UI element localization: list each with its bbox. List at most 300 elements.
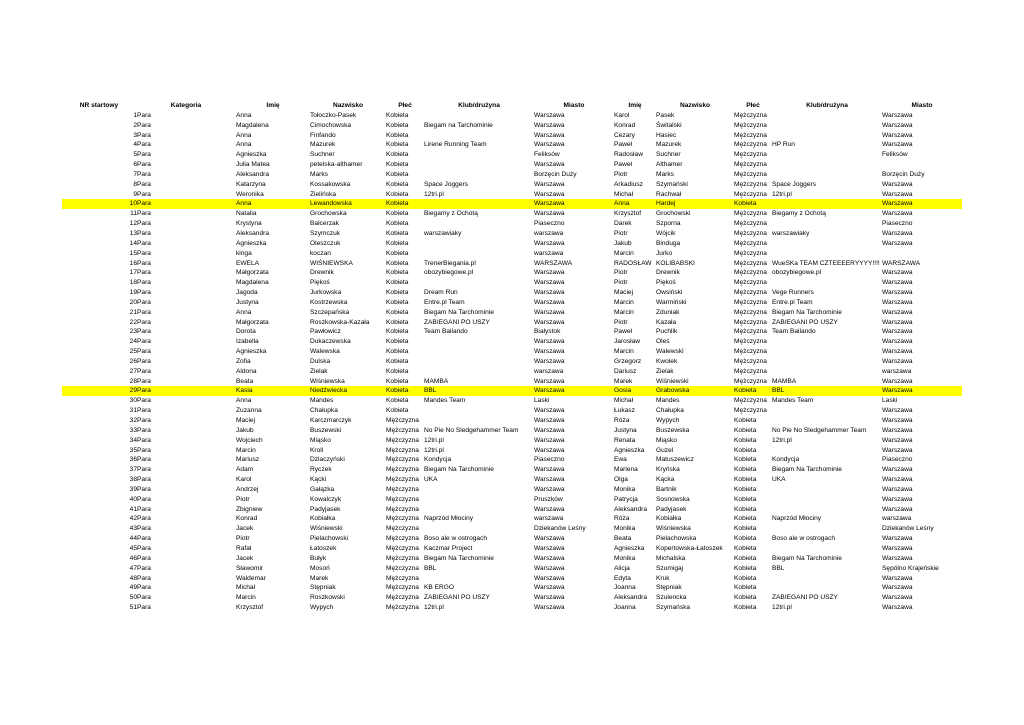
partner-gender-cell: Kobieta — [734, 495, 757, 503]
partner-gender-cell: Kobieta — [734, 466, 757, 474]
club-cell: 12tri.pl — [424, 190, 444, 198]
partner-first-name-cell: Konrad — [614, 121, 636, 129]
partner-first-name-cell: Róża — [614, 417, 630, 424]
partner-gender-cell: Mężczyzna — [734, 407, 767, 415]
first-name-cell: Mariusz — [236, 456, 260, 464]
start-number-cell: 50 — [129, 594, 137, 602]
first-name-cell: Zofia — [236, 357, 251, 365]
first-name-cell: Izabella — [236, 338, 259, 346]
city-cell: Warszawa — [534, 377, 565, 385]
last-name-cell: Piękoś — [310, 279, 330, 287]
partner-city-cell: Warszawa — [882, 446, 913, 454]
category-cell: Para — [137, 407, 151, 415]
category-cell: Para — [137, 151, 151, 159]
partner-gender-cell: Mężczyzna — [734, 239, 767, 247]
partner-gender-cell: Kobieta — [734, 594, 757, 602]
partner-first-name-cell: Maciej — [614, 289, 634, 297]
club-cell: Dream Run — [424, 289, 458, 297]
gender-cell: Kobieta — [386, 220, 409, 228]
category-cell: Para — [137, 328, 151, 336]
start-number-cell: 36 — [129, 456, 137, 464]
city-cell: Warszawa — [534, 407, 565, 415]
club-cell: Biegam Na Tarchominie — [424, 466, 494, 474]
partner-first-name-cell: Marcin — [614, 348, 634, 356]
partner-first-name-cell: Róża — [614, 515, 630, 523]
partner-club-cell: warszawiaky — [772, 229, 810, 237]
partner-first-name-cell: Agnieszka — [614, 544, 645, 552]
start-number-cell: 26 — [129, 357, 137, 365]
partner-gender-cell: Mężczyzna — [734, 249, 767, 257]
partner-first-name-cell: Renata — [614, 436, 636, 444]
last-name-cell: Kącki — [310, 476, 327, 484]
partner-last-name-cell: Szporna — [656, 220, 681, 228]
start-number-cell: 19 — [129, 289, 137, 297]
category-cell: Para — [137, 200, 151, 208]
club-cell: Kondycja — [424, 456, 452, 464]
partner-club-cell: obozybiegowe.pl — [772, 269, 822, 277]
first-name-cell: Magdalena — [236, 279, 269, 287]
first-name-cell: Aleksandra — [236, 229, 269, 237]
category-cell: Para — [137, 111, 151, 119]
category-cell: Para — [137, 180, 151, 188]
table-row — [62, 308, 962, 318]
partner-first-name-cell: Agnieszka — [614, 446, 645, 454]
partner-city-cell: Warszawa — [882, 318, 913, 326]
partner-first-name-cell: Alicja — [614, 564, 630, 572]
partner-city-cell: Warszawa — [882, 348, 913, 356]
partner-last-name-cell: Buszewska — [656, 426, 690, 434]
gender-cell: Kobieta — [386, 131, 409, 139]
first-name-cell: Maciej — [236, 417, 256, 424]
gender-cell: Kobieta — [386, 151, 409, 159]
city-cell: Piaseczno — [534, 456, 565, 464]
last-name-cell: Stępniak — [310, 584, 336, 592]
gender-cell: Kobieta — [386, 397, 409, 405]
partner-last-name-cell: Hardej — [656, 200, 676, 208]
partner-gender-cell: Mężczyzna — [734, 357, 767, 365]
partner-last-name-cell: Stępniak — [656, 584, 682, 592]
table-row — [62, 406, 962, 416]
city-cell: warszawa — [534, 515, 564, 523]
gender-cell: Mężczyzna — [386, 604, 419, 612]
gender-cell: Kobieta — [386, 387, 409, 395]
table-row — [62, 219, 962, 229]
category-cell: Para — [137, 535, 151, 543]
first-name-cell: EWELA — [236, 259, 260, 267]
partner-first-name-cell: Jarosław — [614, 338, 641, 346]
first-name-cell: Julia Matea — [236, 161, 270, 169]
first-name-cell: Marcin — [236, 594, 256, 602]
city-cell: Piaseczno — [534, 220, 565, 228]
first-name-cell: Wojciech — [236, 436, 263, 444]
partner-last-name-cell: Grabowska — [656, 387, 690, 395]
city-cell: Warszawa — [534, 446, 565, 454]
club-cell: BBL — [424, 387, 437, 395]
table-row — [62, 190, 962, 200]
city-cell: Warszawa — [534, 338, 565, 346]
partner-first-name-cell: Piotr — [614, 318, 628, 326]
last-name-cell: Marks — [310, 170, 328, 178]
partner-last-name-cell: Zielak — [656, 367, 674, 375]
partner-first-name-cell: Aleksandra — [614, 505, 647, 513]
partner-last-name-cell: Kwolek — [656, 357, 678, 365]
partner-last-name-cell: Mazurek — [656, 141, 682, 149]
partner-city-cell: Warszawa — [882, 505, 913, 513]
table-row — [62, 505, 962, 515]
last-name-cell: WIŚNIEWSKA — [310, 259, 353, 267]
partner-gender-cell: Mężczyzna — [734, 269, 767, 277]
partner-club-cell: Biegamy z Ochotą — [772, 210, 826, 218]
gender-cell: Mężczyzna — [386, 495, 419, 503]
club-cell: Biegam Na Tarchominie — [424, 554, 494, 562]
gender-cell: Mężczyzna — [386, 436, 419, 444]
club-cell: UKA — [424, 476, 438, 484]
city-cell: Warszawa — [534, 348, 565, 356]
category-cell: Para — [137, 141, 151, 149]
category-cell: Para — [137, 525, 151, 533]
gender-cell: Mężczyzna — [386, 584, 419, 592]
last-name-cell: Padyjasek — [310, 505, 341, 513]
partner-last-name-cell: Szumigaj — [656, 564, 684, 572]
city-cell: Warszawa — [534, 535, 565, 543]
gender-cell: Mężczyzna — [386, 466, 419, 474]
club-cell: Boso ale w ostrogach — [424, 535, 488, 543]
club-cell: 12tri.pl — [424, 436, 444, 444]
partner-club-cell: WueSKa TEAM CZTEEEERYYYY!!!! — [772, 259, 880, 267]
partner-last-name-cell: Zduniak — [656, 308, 680, 316]
start-number-cell: 17 — [129, 269, 137, 277]
first-name-cell: Magdalena — [236, 121, 269, 129]
category-cell: Para — [137, 161, 151, 169]
first-name-cell: Zbigniew — [236, 505, 263, 513]
table-row — [62, 209, 962, 219]
gender-cell: Mężczyzna — [386, 456, 419, 464]
first-name-cell: Konrad — [236, 515, 258, 523]
category-cell: Para — [137, 279, 151, 287]
partner-city-cell: Warszawa — [882, 121, 913, 129]
club-cell: Biegamy z Ochotą — [424, 210, 478, 218]
partner-last-name-cell: Szymański — [656, 180, 688, 188]
first-name-cell: Piotr — [236, 535, 250, 543]
start-number-cell: 37 — [129, 466, 137, 474]
table-row — [62, 259, 962, 269]
category-cell: Para — [137, 131, 151, 139]
partner-city-cell: Warszawa — [882, 466, 913, 474]
partner-first-name-cell: Dariusz — [614, 367, 637, 375]
first-name-cell: Jakub — [236, 426, 254, 434]
partner-last-name-cell: Drewnik — [656, 269, 680, 277]
table-row — [62, 121, 962, 131]
city-cell: Warszawa — [534, 308, 565, 316]
partner-gender-cell: Mężczyzna — [734, 111, 767, 119]
partner-first-name-cell: Krzysztof — [614, 210, 642, 218]
partner-gender-cell: Kobieta — [734, 535, 757, 543]
city-cell: Warszawa — [534, 466, 565, 474]
partner-city-cell: Warszawa — [882, 308, 913, 316]
gender-cell: Kobieta — [386, 289, 409, 297]
partner-first-name-cell: Edyta — [614, 574, 631, 582]
city-cell: Warszawa — [534, 554, 565, 562]
city-cell: warszawa — [534, 249, 564, 257]
partner-club-cell: Naprzód Młociny — [772, 515, 822, 523]
table-row — [62, 377, 962, 387]
partner-club-cell: Space Joggers — [772, 180, 816, 188]
start-number-cell: 23 — [129, 328, 137, 336]
header-city-2: Miasto — [911, 102, 933, 109]
last-name-cell: Kowalczyk — [310, 495, 342, 503]
partner-club-cell: 12tri.pl — [772, 604, 792, 612]
table-row — [62, 583, 962, 593]
category-cell: Para — [137, 446, 151, 454]
category-cell: Para — [137, 318, 151, 326]
table-row — [62, 534, 962, 544]
partner-gender-cell: Kobieta — [734, 436, 757, 444]
partner-city-cell: Borzęcin Duży — [882, 170, 925, 178]
first-name-cell: Kasia — [236, 387, 253, 395]
gender-cell: Mężczyzna — [386, 564, 419, 572]
partner-city-cell: WARSZAWA — [882, 259, 921, 267]
partner-first-name-cell: Michał — [614, 190, 634, 198]
partner-gender-cell: Kobieta — [734, 446, 757, 454]
table-row — [62, 593, 962, 603]
category-cell: Para — [137, 357, 151, 365]
partner-first-name-cell: Arkadiusz — [614, 180, 643, 188]
last-name-cell: Mosoń — [310, 564, 330, 572]
first-name-cell: Agnieszka — [236, 348, 267, 356]
gender-cell: Kobieta — [386, 229, 409, 237]
club-cell: Team Bailando — [424, 328, 468, 336]
partner-club-cell: MAMBA — [772, 377, 797, 385]
partner-first-name-cell: Grzegorz — [614, 357, 642, 365]
category-cell: Para — [137, 456, 151, 464]
partner-first-name-cell: Radosław — [614, 151, 643, 159]
header-city: Miasto — [563, 102, 585, 109]
gender-cell: Kobieta — [386, 328, 409, 336]
club-cell: 12tri.pl — [424, 604, 444, 612]
table-row — [62, 180, 962, 190]
gender-cell: Kobieta — [386, 141, 409, 149]
last-name-cell: Tołoczko-Pasek — [310, 111, 357, 119]
partner-first-name-cell: Piotr — [614, 269, 628, 277]
partner-gender-cell: Mężczyzna — [734, 190, 767, 198]
start-number-cell: 47 — [129, 564, 137, 572]
table-row — [62, 465, 962, 475]
header-row — [62, 101, 962, 111]
partner-club-cell: BBL — [772, 387, 785, 395]
category-cell: Para — [137, 259, 151, 267]
table-row — [62, 288, 962, 298]
table-row — [62, 170, 962, 180]
first-name-cell: Katarzyna — [236, 180, 266, 188]
partner-club-cell: No Pie No Sledgehammer Team — [772, 426, 867, 434]
partner-city-cell: Warszawa — [882, 417, 913, 424]
category-cell: Para — [137, 436, 151, 444]
table-row — [62, 426, 962, 436]
category-cell: Para — [137, 584, 151, 592]
city-cell: Warszawa — [534, 111, 565, 119]
partner-city-cell: Warszawa — [882, 535, 913, 543]
table-row — [62, 554, 962, 564]
city-cell: Białystok — [534, 328, 561, 336]
partner-gender-cell: Mężczyzna — [734, 338, 767, 346]
table-row — [62, 298, 962, 308]
gender-cell: Kobieta — [386, 367, 409, 375]
partner-first-name-cell: Gosia — [614, 387, 632, 395]
partner-gender-cell: Kobieta — [734, 564, 757, 572]
partner-club-cell: Biegam Na Tarchominie — [772, 466, 842, 474]
partner-first-name-cell: Patrycja — [614, 495, 638, 503]
table-row — [62, 396, 962, 406]
category-cell: Para — [137, 544, 151, 552]
first-name-cell: Justyna — [236, 298, 259, 306]
partner-last-name-cell: Puchlik — [656, 328, 678, 336]
header-nr: NR startowy — [79, 102, 119, 109]
first-name-cell: Weronika — [236, 190, 264, 198]
last-name-cell: Oleszczuk — [310, 239, 341, 247]
gender-cell: Kobieta — [386, 407, 409, 415]
last-name-cell: Suchner — [310, 151, 335, 159]
partner-gender-cell: Kobieta — [734, 387, 757, 395]
club-cell: Kaczmar Project — [424, 544, 473, 552]
club-cell: MAMBA — [424, 377, 449, 385]
partner-gender-cell: Kobieta — [734, 426, 757, 434]
partner-last-name-cell: Marks — [656, 170, 674, 178]
category-cell: Para — [137, 574, 151, 582]
partner-club-cell: Entre.pl Team — [772, 298, 813, 306]
partner-last-name-cell: Wypych — [656, 417, 680, 424]
start-number-cell: 27 — [129, 367, 137, 375]
category-cell: Para — [137, 604, 151, 612]
club-cell: obozybiegowe.pl — [424, 269, 474, 277]
partner-last-name-cell: Oleś — [656, 338, 670, 346]
last-name-cell: Niedźwiecka — [310, 387, 348, 395]
gender-cell: Mężczyzna — [386, 535, 419, 543]
partner-last-name-cell: Szymańska — [656, 604, 691, 612]
partner-first-name-cell: Joanna — [614, 604, 636, 612]
table-row — [62, 239, 962, 249]
category-cell: Para — [137, 397, 151, 405]
category-cell: Para — [137, 387, 151, 395]
partner-city-cell: Warszawa — [882, 180, 913, 188]
category-cell: Para — [137, 367, 151, 375]
gender-cell: Mężczyzna — [386, 574, 419, 582]
first-name-cell: Aldona — [236, 367, 257, 375]
partner-city-cell: Warszawa — [882, 574, 913, 582]
last-name-cell: Gałązka — [310, 485, 335, 493]
gender-cell: Mężczyzna — [386, 426, 419, 434]
partner-first-name-cell: Paweł — [614, 328, 632, 336]
partner-gender-cell: Kobieta — [734, 604, 757, 612]
gender-cell: Kobieta — [386, 170, 409, 178]
start-number-cell: 4 — [133, 141, 137, 149]
partner-gender-cell: Mężczyzna — [734, 141, 767, 149]
start-number-cell: 14 — [129, 239, 137, 247]
start-number-cell: 46 — [129, 554, 137, 562]
last-name-cell: Drewnik — [310, 269, 334, 277]
start-number-cell: 15 — [129, 249, 137, 257]
registration-table — [62, 101, 962, 613]
partner-city-cell: Warszawa — [882, 544, 913, 552]
partner-last-name-cell: Kopertowska-Łatoszek — [656, 544, 723, 552]
partner-city-cell: Warszawa — [882, 338, 913, 346]
last-name-cell: petelska-althamer — [310, 161, 363, 169]
partner-city-cell: Warszawa — [882, 111, 913, 119]
gender-cell: Kobieta — [386, 338, 409, 346]
start-number-cell: 28 — [129, 377, 137, 385]
city-cell: Warszawa — [534, 436, 565, 444]
table-row — [62, 495, 962, 505]
partner-city-cell: Warszawa — [882, 229, 913, 237]
start-number-cell: 35 — [129, 446, 137, 454]
partner-last-name-cell: Padyjasek — [656, 505, 687, 513]
partner-last-name-cell: Kryńska — [656, 466, 680, 474]
gender-cell: Mężczyzna — [386, 515, 419, 523]
partner-city-cell: Warszawa — [882, 239, 913, 247]
gender-cell: Kobieta — [386, 298, 409, 306]
partner-gender-cell: Mężczyzna — [734, 229, 767, 237]
start-number-cell: 11 — [130, 210, 137, 218]
start-number-cell: 3 — [133, 131, 137, 139]
last-name-cell: Zielak — [310, 367, 328, 375]
partner-last-name-cell: Pasek — [656, 111, 675, 119]
start-number-cell: 40 — [129, 495, 137, 503]
city-cell: Warszawa — [534, 544, 565, 552]
club-cell: 12tri.pl — [424, 446, 444, 454]
start-number-cell: 1 — [133, 111, 137, 119]
partner-last-name-cell: Matuszewicz — [656, 456, 694, 464]
start-number-cell: 2 — [133, 121, 137, 129]
partner-gender-cell: Mężczyzna — [734, 298, 767, 306]
club-cell: No Pie No Sledgehammer Team — [424, 426, 519, 434]
first-name-cell: Małgorzata — [236, 269, 269, 277]
table-row — [62, 446, 962, 456]
partner-city-cell: Warszawa — [882, 200, 913, 208]
start-number-cell: 31 — [129, 407, 137, 415]
partner-gender-cell: Mężczyzna — [734, 318, 767, 326]
city-cell: Warszawa — [534, 426, 565, 434]
category-cell: Para — [137, 505, 151, 513]
partner-gender-cell: Mężczyzna — [734, 328, 767, 336]
partner-city-cell: Piaseczno — [882, 220, 913, 228]
first-name-cell: Dorota — [236, 328, 256, 336]
partner-last-name-cell: Jurko — [656, 249, 673, 257]
city-cell: Warszawa — [534, 584, 565, 592]
last-name-cell: Zielińska — [310, 190, 337, 198]
last-name-cell: Balcerzak — [310, 220, 339, 228]
last-name-cell: Karczmarczyk — [310, 417, 352, 424]
partner-first-name-cell: Marek — [614, 377, 633, 385]
partner-first-name-cell: Marlena — [614, 466, 638, 474]
partner-gender-cell: Mężczyzna — [734, 367, 767, 375]
last-name-cell: Buszewski — [310, 426, 342, 434]
last-name-cell: Dukaczewska — [310, 338, 351, 346]
partner-gender-cell: Mężczyzna — [734, 210, 767, 218]
last-name-cell: Cimochowska — [310, 121, 352, 129]
partner-first-name-cell: Justyna — [614, 426, 637, 434]
first-name-cell: Sławomir — [236, 564, 264, 572]
partner-last-name-cell: Grochowski — [656, 210, 691, 218]
partner-first-name-cell: Karol — [614, 111, 630, 119]
partner-first-name-cell: Monika — [614, 525, 636, 533]
city-cell: Warszawa — [534, 239, 565, 247]
partner-club-cell: Boso ale w ostrogach — [772, 535, 836, 543]
first-name-cell: Jagoda — [236, 289, 258, 297]
club-cell: ZABIEGANI PO USZY — [424, 318, 490, 326]
first-name-cell: Zuzanna — [236, 407, 262, 415]
start-number-cell: 49 — [129, 584, 137, 592]
partner-first-name-cell: Jakub — [614, 239, 632, 247]
club-cell: warszawiaky — [424, 229, 462, 237]
